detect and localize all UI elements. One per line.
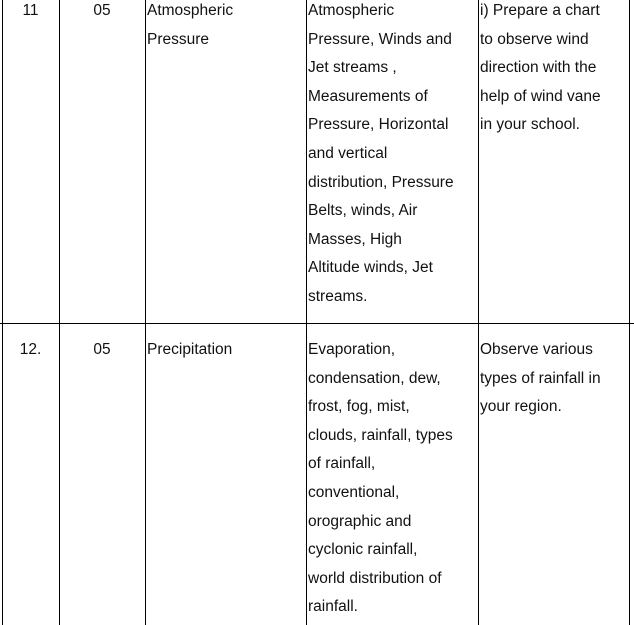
column-border bbox=[59, 0, 60, 625]
unit-content: Atmospheric Pressure, Winds and Jet streams , Measurements of Pressure, Horizontal and vertical distribution, Pressure Belts, winds, Air Masses, High Altitude winds, Jet streams. bbox=[308, 2, 454, 305]
activity: Observe various types of rainfall in your region. bbox=[480, 341, 601, 416]
unit-content: Evaporation, condensation, dew, frost, fog, mist, clouds, rainfall, types of rainfall, conventional, orographic and cyclonic rainfall, world distribution of rainfall. bbox=[308, 341, 453, 616]
unit-title: Precipitation bbox=[147, 341, 233, 358]
row-divider bbox=[0, 323, 634, 324]
serial-number: 12. bbox=[19, 341, 42, 358]
activity: i) Prepare a chart to observe wind direction with the help of wind vane in your school. bbox=[480, 2, 601, 134]
serial-number: 11 bbox=[22, 2, 39, 19]
column-border bbox=[2, 0, 3, 625]
column-border bbox=[478, 0, 479, 625]
column-border bbox=[145, 0, 146, 625]
unit-title: Atmospheric Pressure bbox=[147, 2, 234, 48]
periods: 05 bbox=[93, 341, 111, 358]
column-border bbox=[306, 0, 307, 625]
periods: 05 bbox=[93, 2, 111, 19]
